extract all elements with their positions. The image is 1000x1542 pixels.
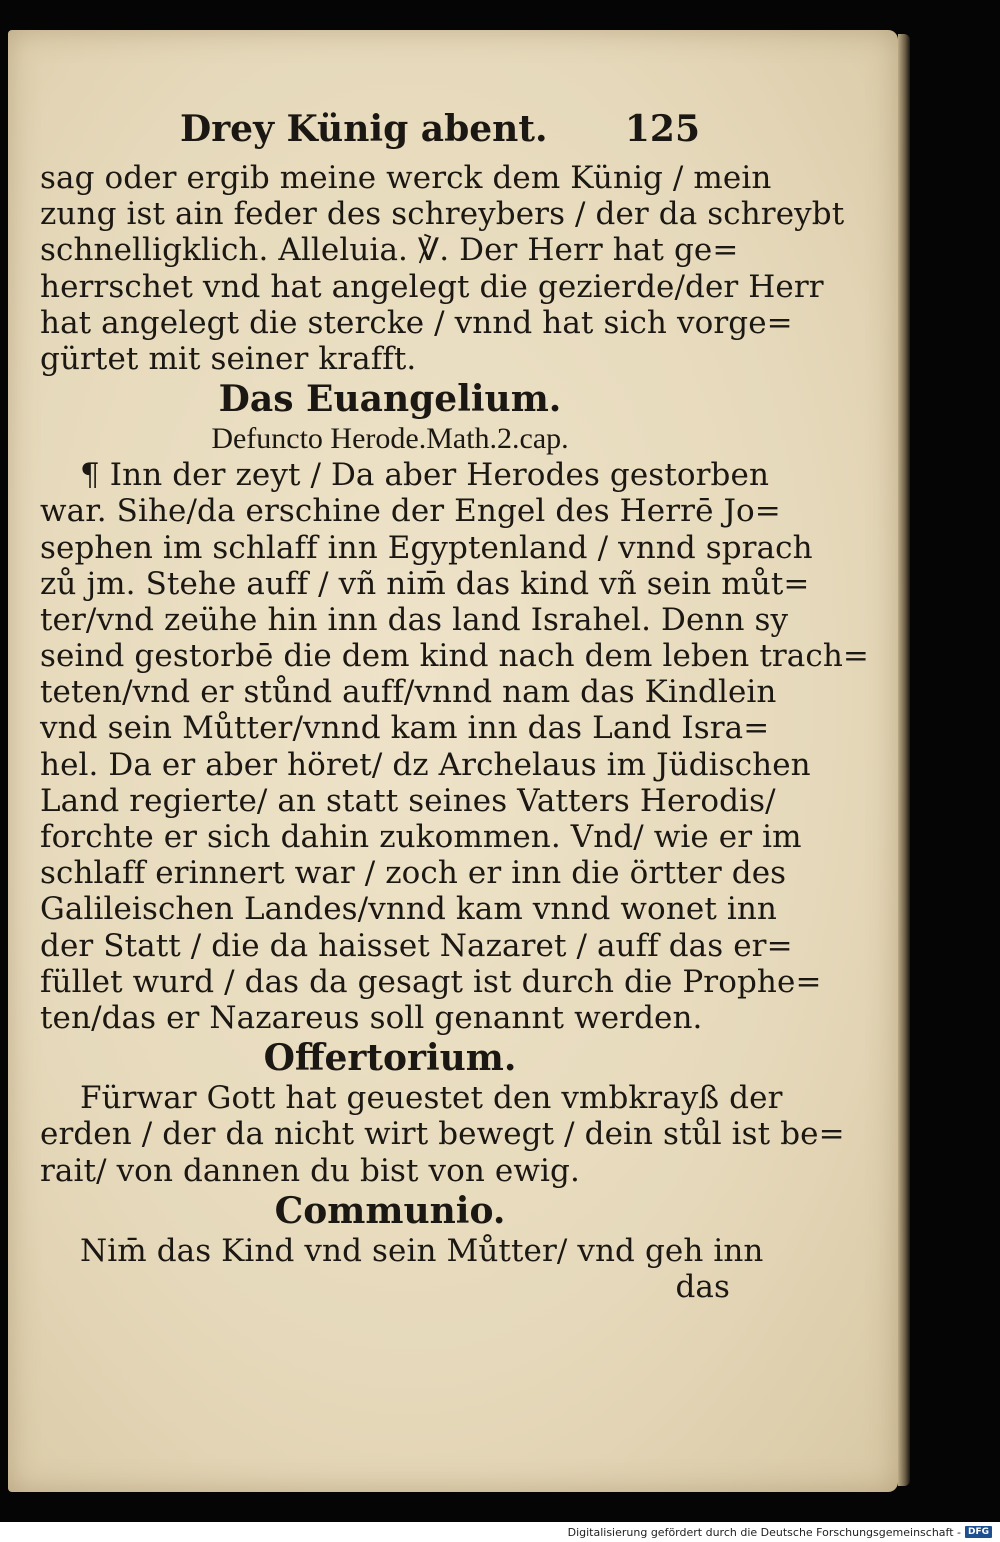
text-line: Galileischen Landes/vnnd kam vnnd wonet inn	[40, 891, 777, 928]
funding-credit: Digitalisierung gefördert durch die Deutsche Forschungsgemeinschaft -	[567, 1525, 961, 1539]
dfg-logo-icon: DFG	[965, 1526, 992, 1538]
text-line: hat angelegt die stercke / vnnd hat sich vorge=	[40, 304, 793, 341]
text-line: erden / der da nicht wirt bewegt / dein stůl ist be=	[40, 1116, 845, 1153]
text-line: hel. Da er aber höret/ dz Archelaus im Jüdischen	[40, 746, 811, 783]
text-line: rait/ von dannen du bist von ewig.	[40, 1152, 580, 1189]
catchword: das	[675, 1268, 730, 1305]
text-line: schlaff erinnert war / zoch er inn die örtter des	[40, 855, 787, 892]
text-line: schnelligklich. Alleluia. ℣. Der Herr hat ge=	[40, 232, 739, 269]
evangelium-heading: Das Euangelium.	[218, 378, 562, 421]
text-line: Nim̄ das Kind vnd sein Můtter/ vnd geh inn	[80, 1232, 764, 1269]
text-line: forchte er sich dahin zukommen. Vnd/ wie er im	[40, 819, 802, 855]
text-line: der Statt / die da haisset Nazaret / auff das er=	[40, 927, 793, 964]
text-line: zung ist ain feder des schreybers / der da schreybt	[40, 196, 845, 233]
text-line: füllet wurd / das da gesagt ist durch die Prophe=	[40, 963, 822, 1000]
page-text	[40, 108, 869, 1305]
gospel-text	[40, 457, 869, 1036]
running-title: Drey Künig abent.	[180, 108, 548, 150]
page-edge	[898, 34, 910, 1486]
text-line: gürtet mit seiner krafft.	[40, 340, 417, 377]
text-line: herrschet vnd hat angelegt die gezierde/der Herr	[40, 268, 824, 305]
evangelium-subheading: Defuncto Herode.Math.2.cap.	[211, 422, 569, 456]
text-line: vnd sein Můtter/vnnd kam inn das Land Isra=	[40, 710, 770, 747]
text-line: seind gestorbē die dem kind nach dem leben trach=	[40, 638, 869, 675]
text-line: Fürwar Gott hat geuestet den vmbkrayß der	[80, 1080, 783, 1117]
text-line: zů jm. Stehe auff / vñ nim̄ das kind vñ sein můt=	[40, 565, 810, 602]
text-line: Land regierte/ an statt seines Vatters Herodis/	[40, 782, 776, 819]
text-line: sag oder ergib meine werck dem Künig / mein	[40, 160, 772, 196]
offertorium-text	[40, 1080, 845, 1189]
page-number: 125	[624, 108, 700, 150]
communio-text	[40, 1232, 764, 1305]
text-line: ¶ Inn der zeyt / Da aber Herodes gestorben	[80, 457, 770, 494]
text-line: war. Sihe/da erschine der Engel des Herrē Jo=	[40, 493, 781, 530]
text-line: ten/das er Nazareus soll genannt werden.	[40, 999, 703, 1036]
top-text	[40, 160, 845, 377]
text-line: sephen im schlaff inn Egyptenland / vnnd sprach	[40, 529, 813, 566]
text-line: teten/vnd er stůnd auff/vnnd nam das Kindlein	[40, 674, 777, 711]
communio-heading: Communio.	[274, 1189, 506, 1232]
digitization-footer	[0, 1522, 1000, 1542]
offertorium-heading: Offertorium.	[263, 1037, 517, 1080]
running-header	[40, 108, 740, 160]
text-line: ter/vnd zeühe hin inn das land Israhel. Denn sy	[40, 601, 789, 638]
